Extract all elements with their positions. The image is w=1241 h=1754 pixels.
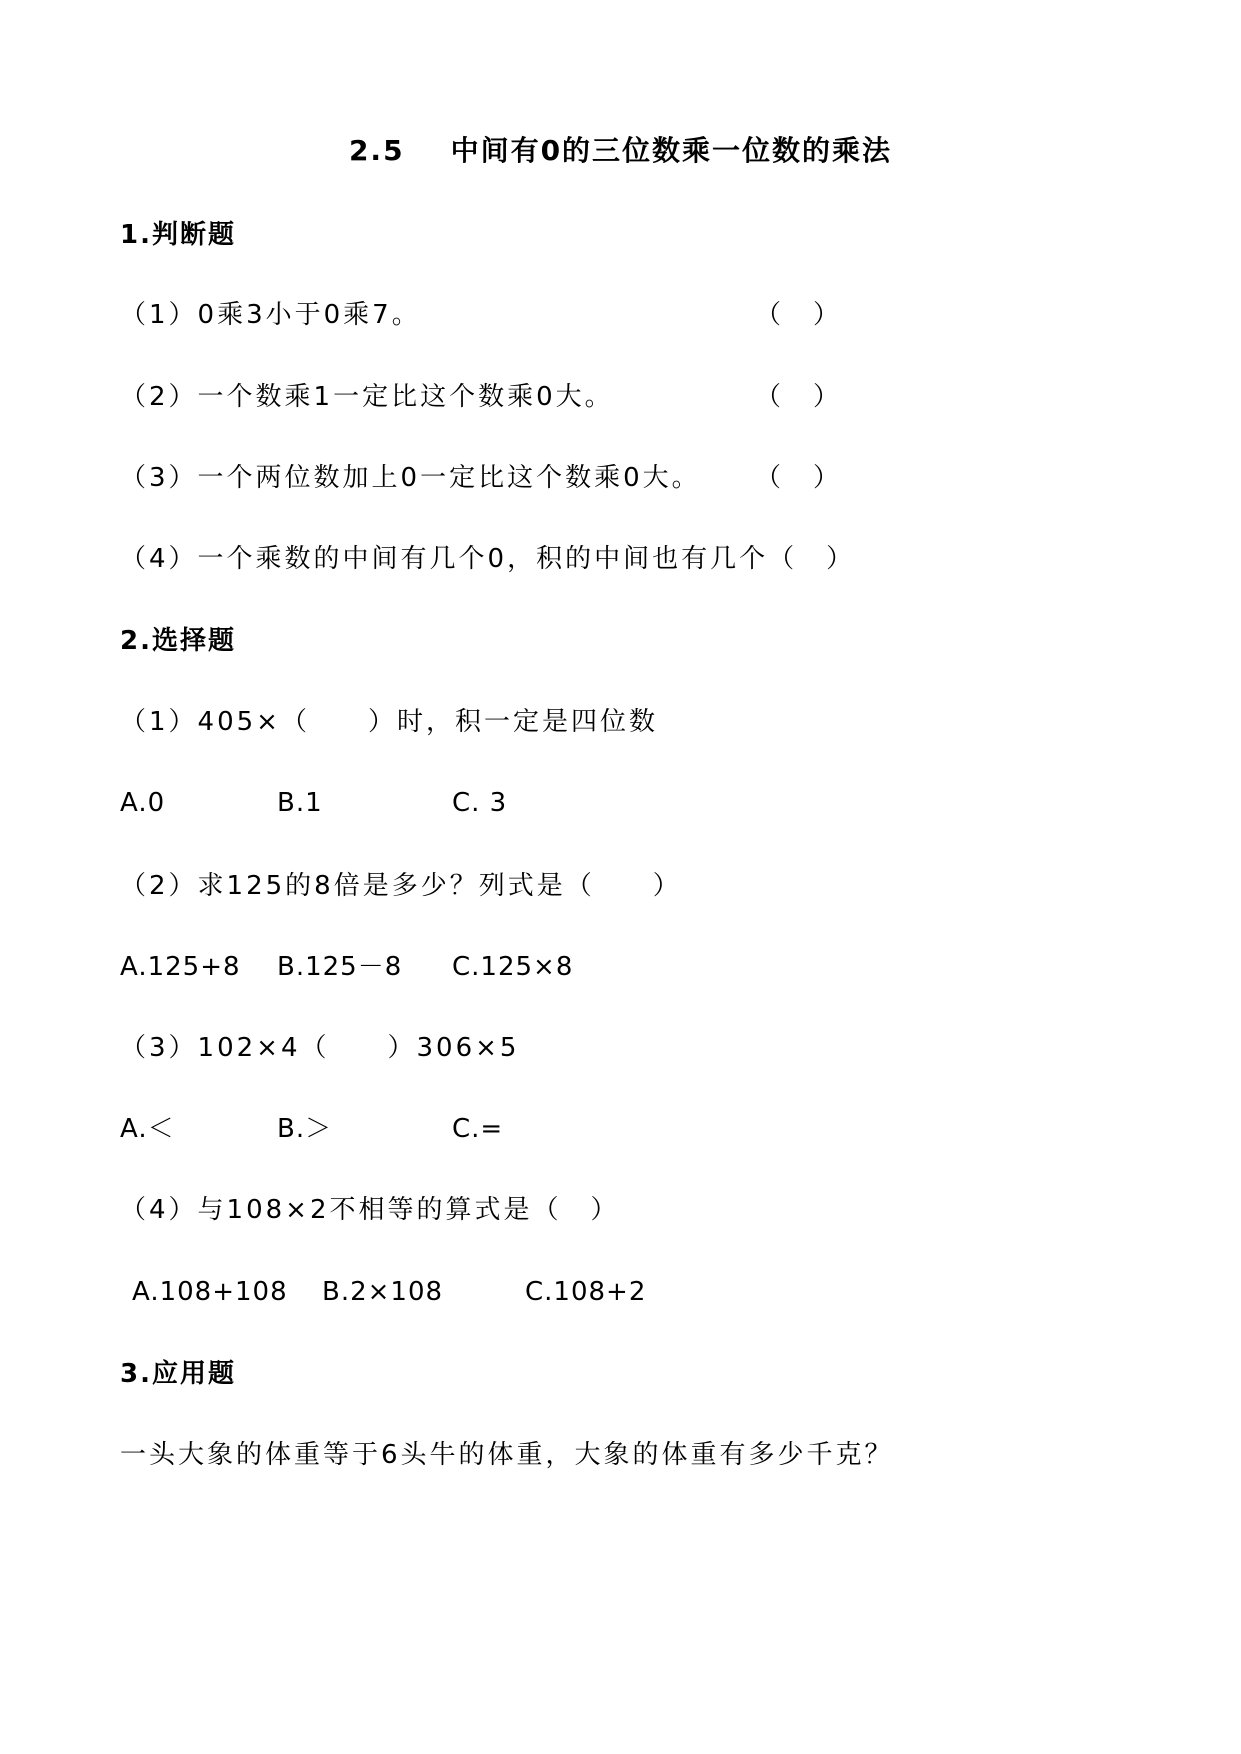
title-text: 中间有0的三位数乘一位数的乘法 xyxy=(450,134,893,167)
choice-4-option-b: B.2×108 xyxy=(322,1277,444,1307)
judgement-answer-blank-1: （ ） xyxy=(755,300,843,330)
judgement-item-3: （3）一个两位数加上0一定比这个数乘0大。 xyxy=(120,463,701,493)
choice-3-option-b: B.＞ xyxy=(277,1114,333,1144)
choice-4-option-a: A.108+108 xyxy=(132,1277,288,1307)
choice-1-option-c: C. 3 xyxy=(452,788,508,818)
judgement-answer-blank-3: （ ） xyxy=(755,463,843,493)
judgement-item-1: （1）0乘3小于0乘7。 xyxy=(120,300,421,330)
choice-question-3: （3）102×4（ ）306×5 xyxy=(120,1033,520,1063)
judgement-item-2: （2）一个数乘1一定比这个数乘0大。 xyxy=(120,382,614,412)
choice-4-option-c: C.108+2 xyxy=(525,1277,647,1307)
application-question: 一头大象的体重等于6头牛的体重，大象的体重有多少千克？ xyxy=(120,1440,894,1470)
choice-2-option-a: A.125+8 xyxy=(120,952,241,982)
section2-heading: 2.选择题 xyxy=(120,626,236,656)
title-number: 2.5 xyxy=(348,134,405,167)
section3-heading: 3.应用题 xyxy=(120,1359,236,1389)
choice-1-option-a: A.0 xyxy=(120,788,166,818)
judgement-answer-blank-2: （ ） xyxy=(755,382,843,412)
choice-question-2: （2）求125的8倍是多少？列式是（ ） xyxy=(120,871,682,901)
choice-1-option-b: B.1 xyxy=(277,788,323,818)
section1-heading: 1.判断题 xyxy=(120,220,236,250)
choice-3-option-a: A.＜ xyxy=(120,1114,175,1144)
judgement-item-4: （4）一个乘数的中间有几个0，积的中间也有几个（ ） xyxy=(120,544,856,574)
page-title xyxy=(0,133,1241,169)
choice-3-option-c: C.= xyxy=(452,1114,504,1144)
choice-question-1: （1）405×（ ）时，积一定是四位数 xyxy=(120,707,658,737)
choice-2-option-c: C.125×8 xyxy=(452,952,574,982)
choice-2-option-b: B.125－8 xyxy=(277,952,403,982)
choice-question-4: （4）与108×2不相等的算式是（ ） xyxy=(120,1195,620,1225)
